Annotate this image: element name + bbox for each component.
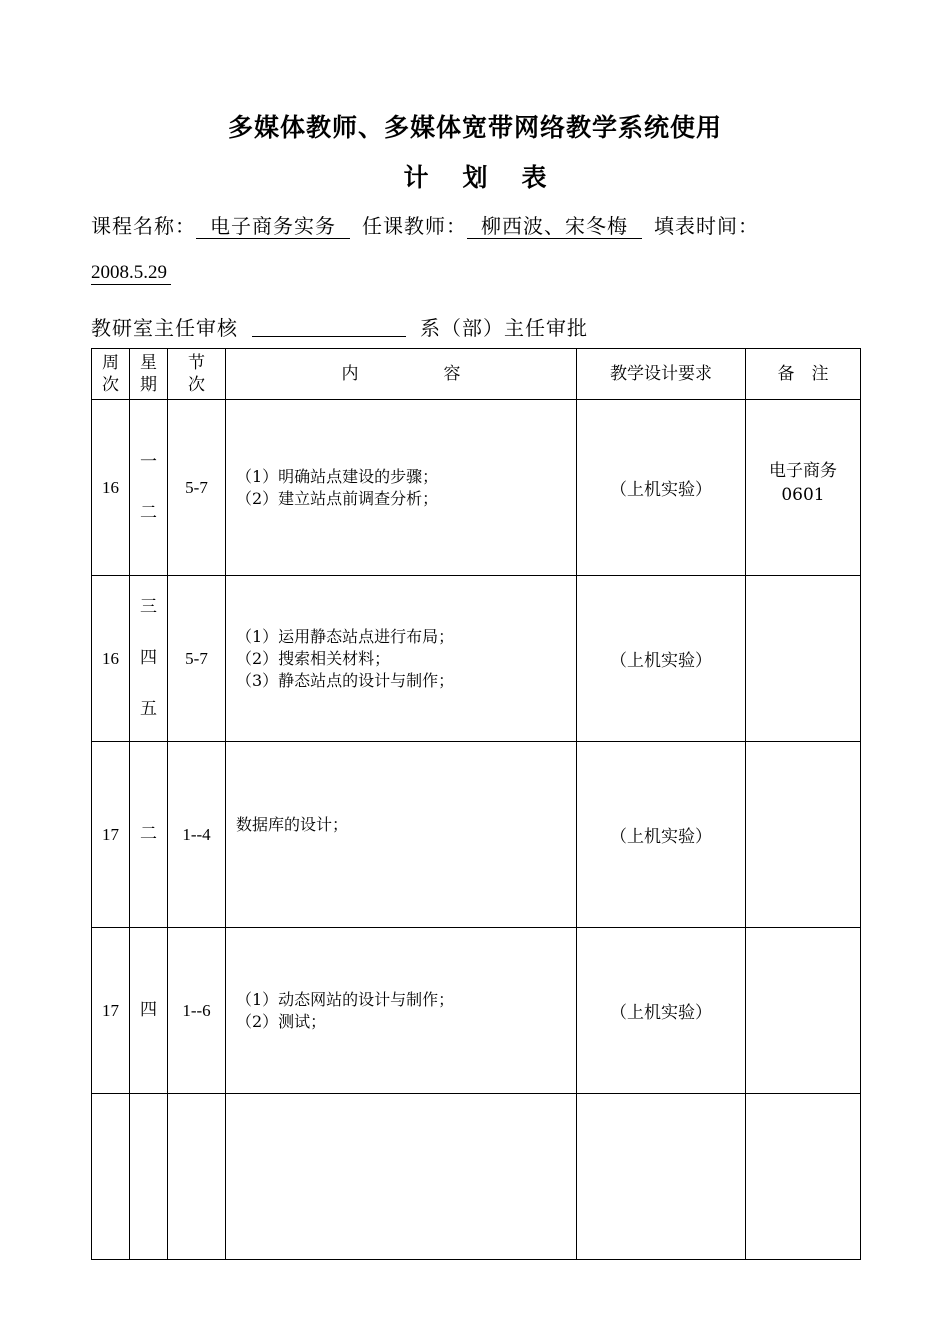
period-cell: 5-7 (168, 576, 226, 742)
course-info-line (91, 210, 759, 239)
content-cell (226, 1094, 577, 1260)
content-cell: （1）运用静态站点进行布局； （2）搜索相关材料； （3）静态站点的设计与制作； (226, 576, 577, 742)
requirement-cell: （上机实验） (577, 576, 746, 742)
day-cell: 四 (130, 928, 168, 1094)
period-cell: 1--4 (168, 742, 226, 928)
day-cell: 一 二 (130, 400, 168, 576)
requirement-cell: （上机实验） (577, 400, 746, 576)
requirement-cell: （上机实验） (577, 928, 746, 1094)
week-cell (92, 1094, 130, 1260)
schedule-table (91, 348, 861, 1260)
document-title: 多媒体教师、多媒体宽带网络教学系统使用 (227, 113, 722, 142)
teacher-label: 任课教师： (362, 214, 467, 238)
table-row (92, 1094, 861, 1260)
header-requirement: 教学设计要求 (577, 349, 746, 400)
header-week: 周 次 (92, 349, 130, 400)
remark-cell: 电子商务 0601 (746, 400, 861, 576)
week-cell: 16 (92, 400, 130, 576)
approval-line (91, 312, 588, 341)
header-content: 内 容 (226, 349, 577, 400)
week-cell: 17 (92, 928, 130, 1094)
day-cell: 三 四 五 (130, 576, 168, 742)
course-name-value: 电子商务实务 (196, 214, 350, 239)
teacher-value: 柳西波、宋冬梅 (467, 214, 642, 239)
remark-cell (746, 1094, 861, 1260)
table-row (92, 928, 861, 1094)
day-cell (130, 1094, 168, 1260)
content-cell: 数据库的设计； (226, 742, 577, 928)
week-cell: 16 (92, 576, 130, 742)
period-cell: 5-7 (168, 400, 226, 576)
remark-cell (746, 576, 861, 742)
period-cell (168, 1094, 226, 1260)
fill-date: 2008.5.29 (91, 262, 171, 285)
document-subtitle: 计划表 (403, 163, 581, 192)
approve-label: 系（部）主任审批 (420, 316, 588, 340)
week-cell: 17 (92, 742, 130, 928)
review-label: 教研室主任审核 (91, 316, 238, 340)
course-name-label: 课程名称： (91, 214, 196, 238)
remark-cell (746, 742, 861, 928)
header-period: 节 次 (168, 349, 226, 400)
table-row (92, 742, 861, 928)
remark-cell (746, 928, 861, 1094)
table-row (92, 576, 861, 742)
content-cell: （1）动态网站的设计与制作； （2）测试； (226, 928, 577, 1094)
table-row (92, 400, 861, 576)
header-remark: 备 注 (746, 349, 861, 400)
header-day: 星 期 (130, 349, 168, 400)
table-header-row (92, 349, 861, 400)
requirement-cell (577, 1094, 746, 1260)
fill-time-label: 填表时间： (654, 214, 759, 238)
day-cell: 二 (130, 742, 168, 928)
period-cell: 1--6 (168, 928, 226, 1094)
review-signature-blank (252, 316, 406, 337)
requirement-cell: （上机实验） (577, 742, 746, 928)
content-cell: （1）明确站点建设的步骤； （2）建立站点前调查分析； (226, 400, 577, 576)
